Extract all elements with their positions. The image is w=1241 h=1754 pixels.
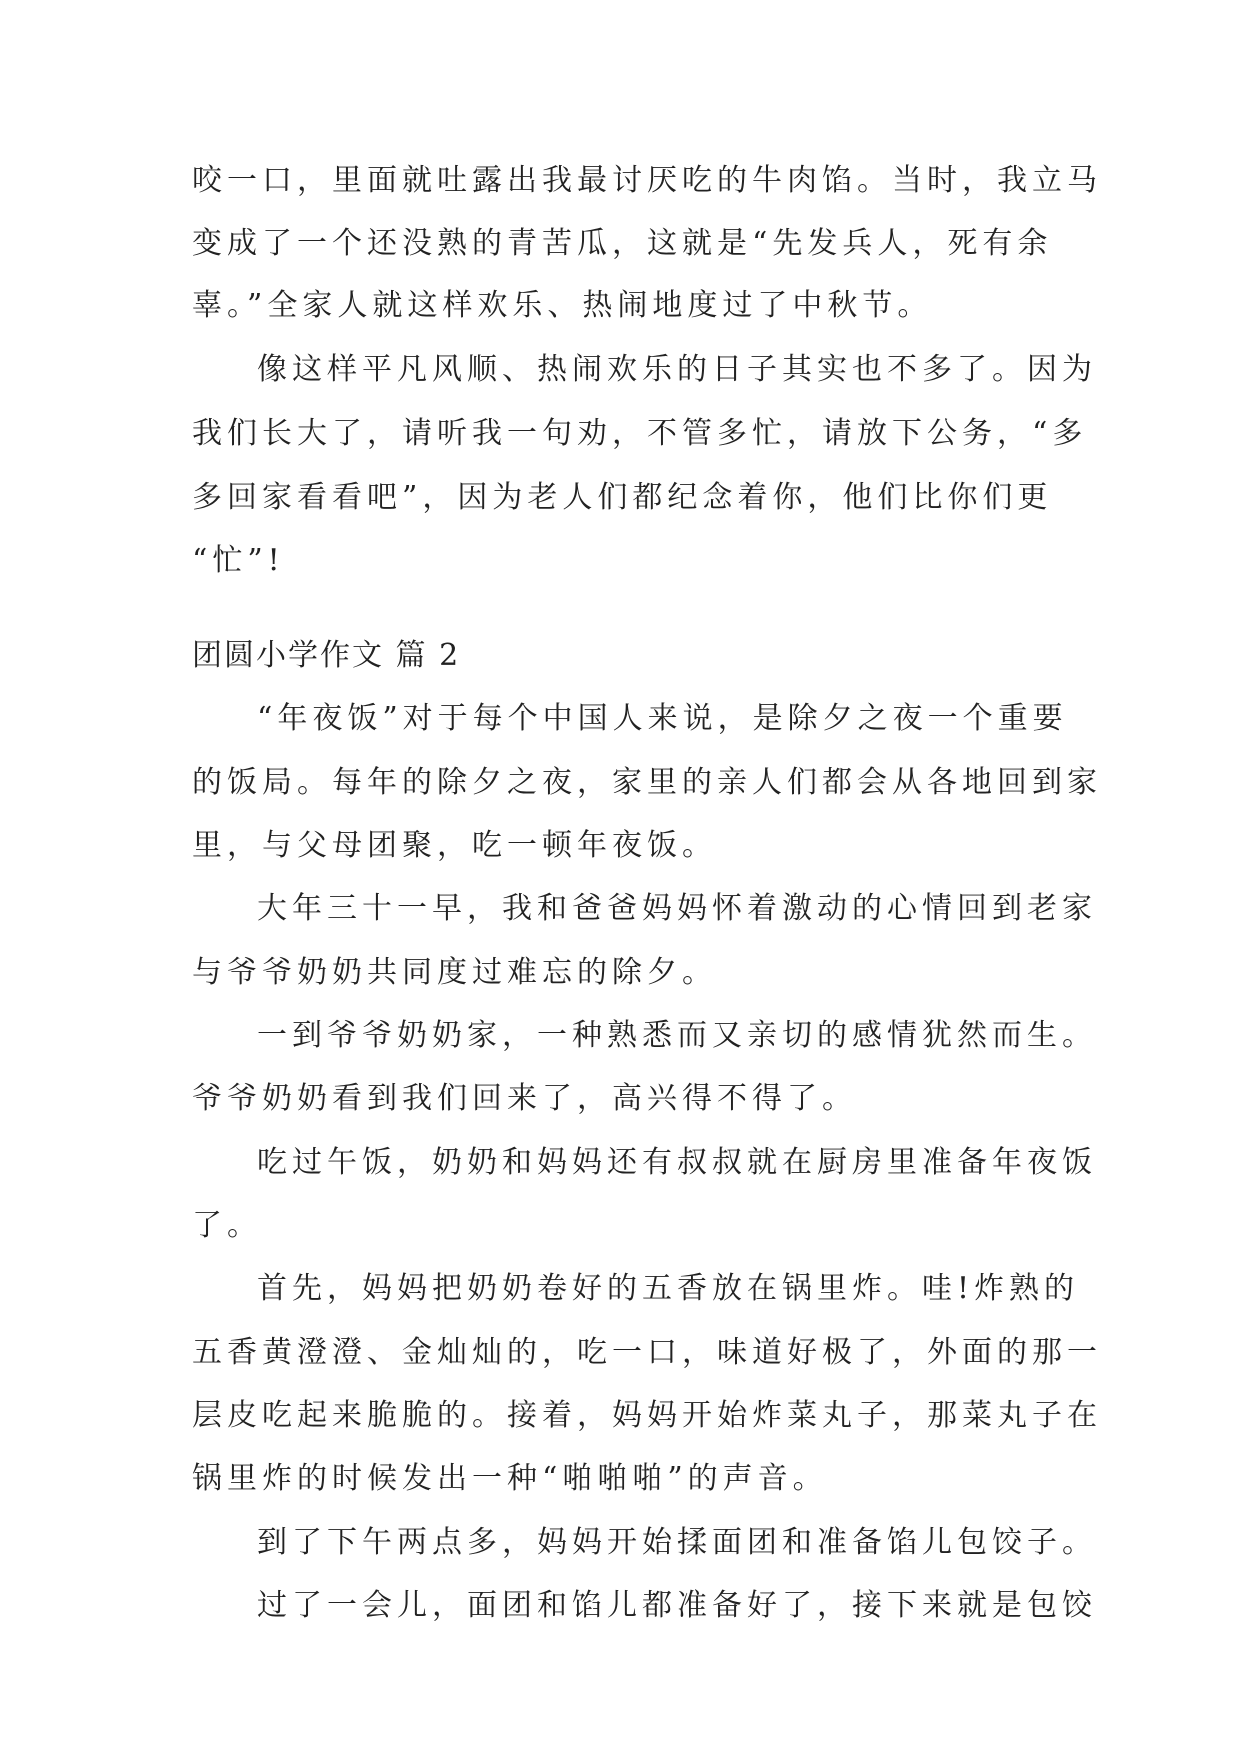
- text-line: “年夜饭”对于每个中国人来说，是除夕之夜一个重要: [257, 701, 1068, 736]
- text-line: 变成了一个还没熟的青苦瓜，这就是“先发兵人，死有余: [192, 226, 1053, 261]
- text-line: 首先，妈妈把奶奶卷好的五香放在锅里炸。哇!炸熟的: [257, 1271, 1080, 1306]
- text-line: 五香黄澄澄、金灿灿的，吃一口，味道好极了，外面的那一: [192, 1335, 1102, 1370]
- text-line: 咬一口，里面就吐露出我最讨厌吃的牛肉馅。当时，我立马: [192, 163, 1102, 198]
- section-title: 团圆小学作文 篇 2: [192, 638, 461, 673]
- text-line: 里，与父母团聚，吃一顿年夜饭。: [192, 828, 717, 863]
- text-line: 过了一会儿，面团和馅儿都准备好了，接下来就是包饺: [257, 1588, 1097, 1623]
- text-line: 与爷爷奶奶共同度过难忘的除夕。: [192, 955, 717, 990]
- text-line: 层皮吃起来脆脆的。接着，妈妈开始炸菜丸子，那菜丸子在: [192, 1398, 1102, 1433]
- text-line: 像这样平凡风顺、热闹欢乐的日子其实也不多了。因为: [257, 352, 1097, 387]
- text-line: 的饭局。每年的除夕之夜，家里的亲人们都会从各地回到家: [192, 765, 1102, 800]
- text-line: 爷爷奶奶看到我们回来了，高兴得不得了。: [192, 1081, 857, 1116]
- text-line: 了。: [192, 1208, 262, 1243]
- text-line: 到了下午两点多，妈妈开始揉面团和准备馅儿包饺子。: [257, 1525, 1097, 1560]
- text-line: 大年三十一早，我和爸爸妈妈怀着激动的心情回到老家: [257, 891, 1097, 926]
- text-line: 多回家看看吧”，因为老人们都纪念着你，他们比你们更: [192, 480, 1053, 515]
- text-line: 锅里炸的时候发出一种“啪啪啪”的声音。: [192, 1461, 828, 1496]
- text-line: 吃过午饭，奶奶和妈妈还有叔叔就在厨房里准备年夜饭: [257, 1145, 1097, 1180]
- text-line: 辜。”全家人就这样欢乐、热闹地度过了中秋节。: [192, 288, 933, 323]
- text-line: 我们长大了，请听我一句劝，不管多忙，请放下公务，“多: [192, 416, 1088, 451]
- text-line: 一到爷爷奶奶家，一种熟悉而又亲切的感情犹然而生。: [257, 1018, 1097, 1053]
- text-line: “忙”!: [192, 543, 285, 578]
